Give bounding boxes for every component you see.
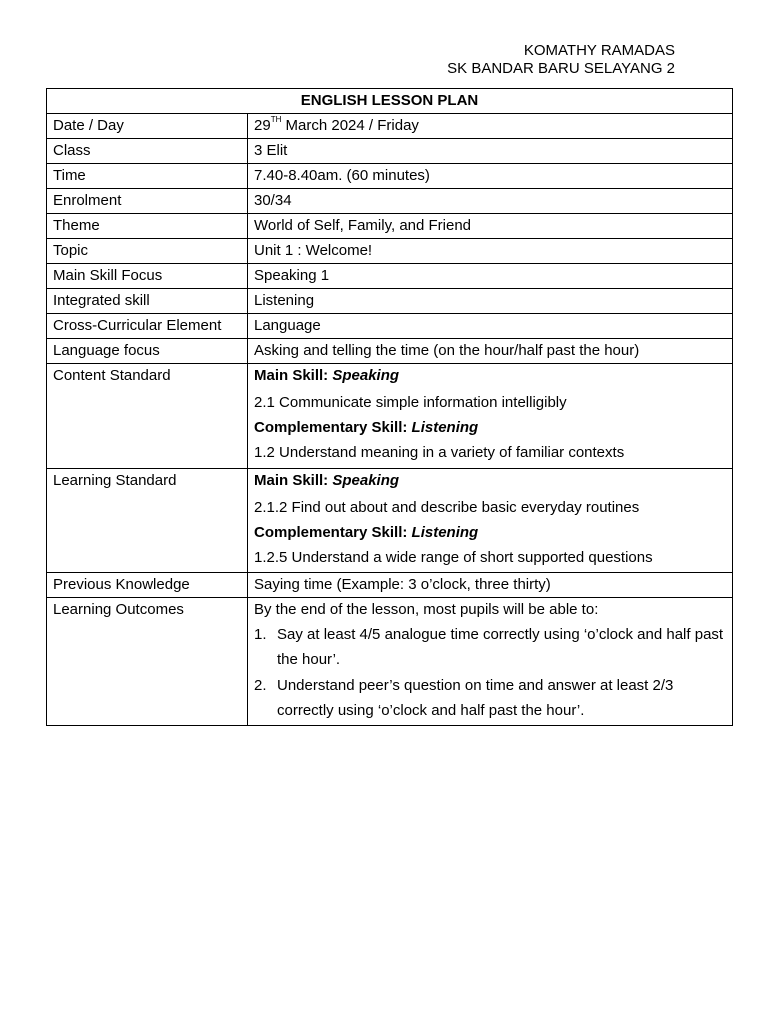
theme-value: World of Self, Family, and Friend	[248, 214, 733, 239]
table-row-theme	[47, 214, 733, 239]
enrolment-value: 30/34	[248, 189, 733, 214]
learning-outcomes-value	[248, 598, 733, 726]
language-focus-value: Asking and telling the time (on the hour/half past the hour)	[248, 339, 733, 364]
row-label: Main Skill Focus	[47, 264, 248, 289]
learning-standard-value	[248, 468, 733, 573]
complementary-skill-item: 1.2.5 Understand a wide range of short supported questions	[254, 549, 653, 567]
table-row-date	[47, 114, 733, 139]
complementary-skill-heading: Complementary Skill: Listening	[254, 523, 479, 541]
list-text: Say at least 4/5 analogue time correctly using ‘o’clock and half past the hour’.	[277, 626, 724, 669]
integrated-skill-value: Listening	[248, 289, 733, 314]
complementary-skill-item: 1.2 Understand meaning in a variety of familiar contexts	[254, 444, 625, 462]
table-row-content-standard	[47, 364, 733, 469]
table-row-class	[47, 139, 733, 164]
main-skill-item: 2.1 Communicate simple information intelligibly	[254, 394, 567, 411]
row-label: Previous Knowledge	[47, 573, 248, 598]
table-row-learning-standard	[47, 468, 733, 573]
date-rest: March 2024 / Friday	[281, 117, 419, 134]
author-name: KOMATHY RAMADAS	[523, 42, 675, 59]
row-label: Class	[47, 139, 248, 164]
outcomes-list	[254, 622, 726, 723]
table-row-learning-outcomes	[47, 598, 733, 726]
main-skill-heading: Main Skill: Speaking	[254, 471, 400, 489]
table-row-topic	[47, 239, 733, 264]
row-label: Time	[47, 164, 248, 189]
row-label: Topic	[47, 239, 248, 264]
row-label: Content Standard	[47, 364, 248, 469]
outcomes-intro: By the end of the lesson, most pupils will be able to:	[254, 601, 599, 619]
table-row-enrolment	[47, 189, 733, 214]
date-value	[248, 114, 733, 139]
table-row-cross-curricular	[47, 314, 733, 339]
list-item	[254, 622, 726, 672]
title-row	[47, 89, 733, 114]
table-row-language-focus	[47, 339, 733, 364]
time-value: 7.40-8.40am. (60 minutes)	[248, 164, 733, 189]
table-row-main-skill	[47, 264, 733, 289]
school-name: SK BANDAR BARU SELAYANG 2	[447, 60, 675, 77]
row-label: Integrated skill	[47, 289, 248, 314]
table-row-previous-knowledge	[47, 573, 733, 598]
main-skill-heading: Main Skill: Speaking	[254, 367, 400, 384]
row-label: Cross-Curricular Element	[47, 314, 248, 339]
cross-curricular-value: Language	[248, 314, 733, 339]
lesson-plan-table	[46, 88, 733, 726]
previous-knowledge-value: Saying time (Example: 3 o’clock, three thirty)	[248, 573, 733, 598]
row-label: Learning Outcomes	[47, 598, 248, 726]
table-row-integrated-skill	[47, 289, 733, 314]
lesson-plan-title: ENGLISH LESSON PLAN	[47, 89, 733, 114]
list-text: Understand peer’s question on time and answer at least 2/3 correctly using ‘o’clock and half past the hour’.	[277, 676, 674, 719]
main-skill-value: Speaking 1	[248, 264, 733, 289]
content-standard-value	[248, 364, 733, 469]
row-label: Enrolment	[47, 189, 248, 214]
row-label: Language focus	[47, 339, 248, 364]
list-item	[254, 673, 726, 723]
list-number: 1.	[254, 626, 267, 644]
main-skill-item: 2.1.2 Find out about and describe basic everyday routines	[254, 498, 640, 516]
table-row-time	[47, 164, 733, 189]
topic-value: Unit 1 : Welcome!	[248, 239, 733, 264]
document-header	[447, 42, 675, 78]
date-day-number: 29	[254, 117, 271, 134]
row-label: Date / Day	[47, 114, 248, 139]
list-number: 2.	[254, 676, 267, 694]
row-label: Learning Standard	[47, 468, 248, 573]
class-value: 3 Elit	[248, 139, 733, 164]
date-suffix: TH	[270, 115, 282, 124]
row-label: Theme	[47, 214, 248, 239]
complementary-skill-heading: Complementary Skill: Listening	[254, 419, 479, 437]
